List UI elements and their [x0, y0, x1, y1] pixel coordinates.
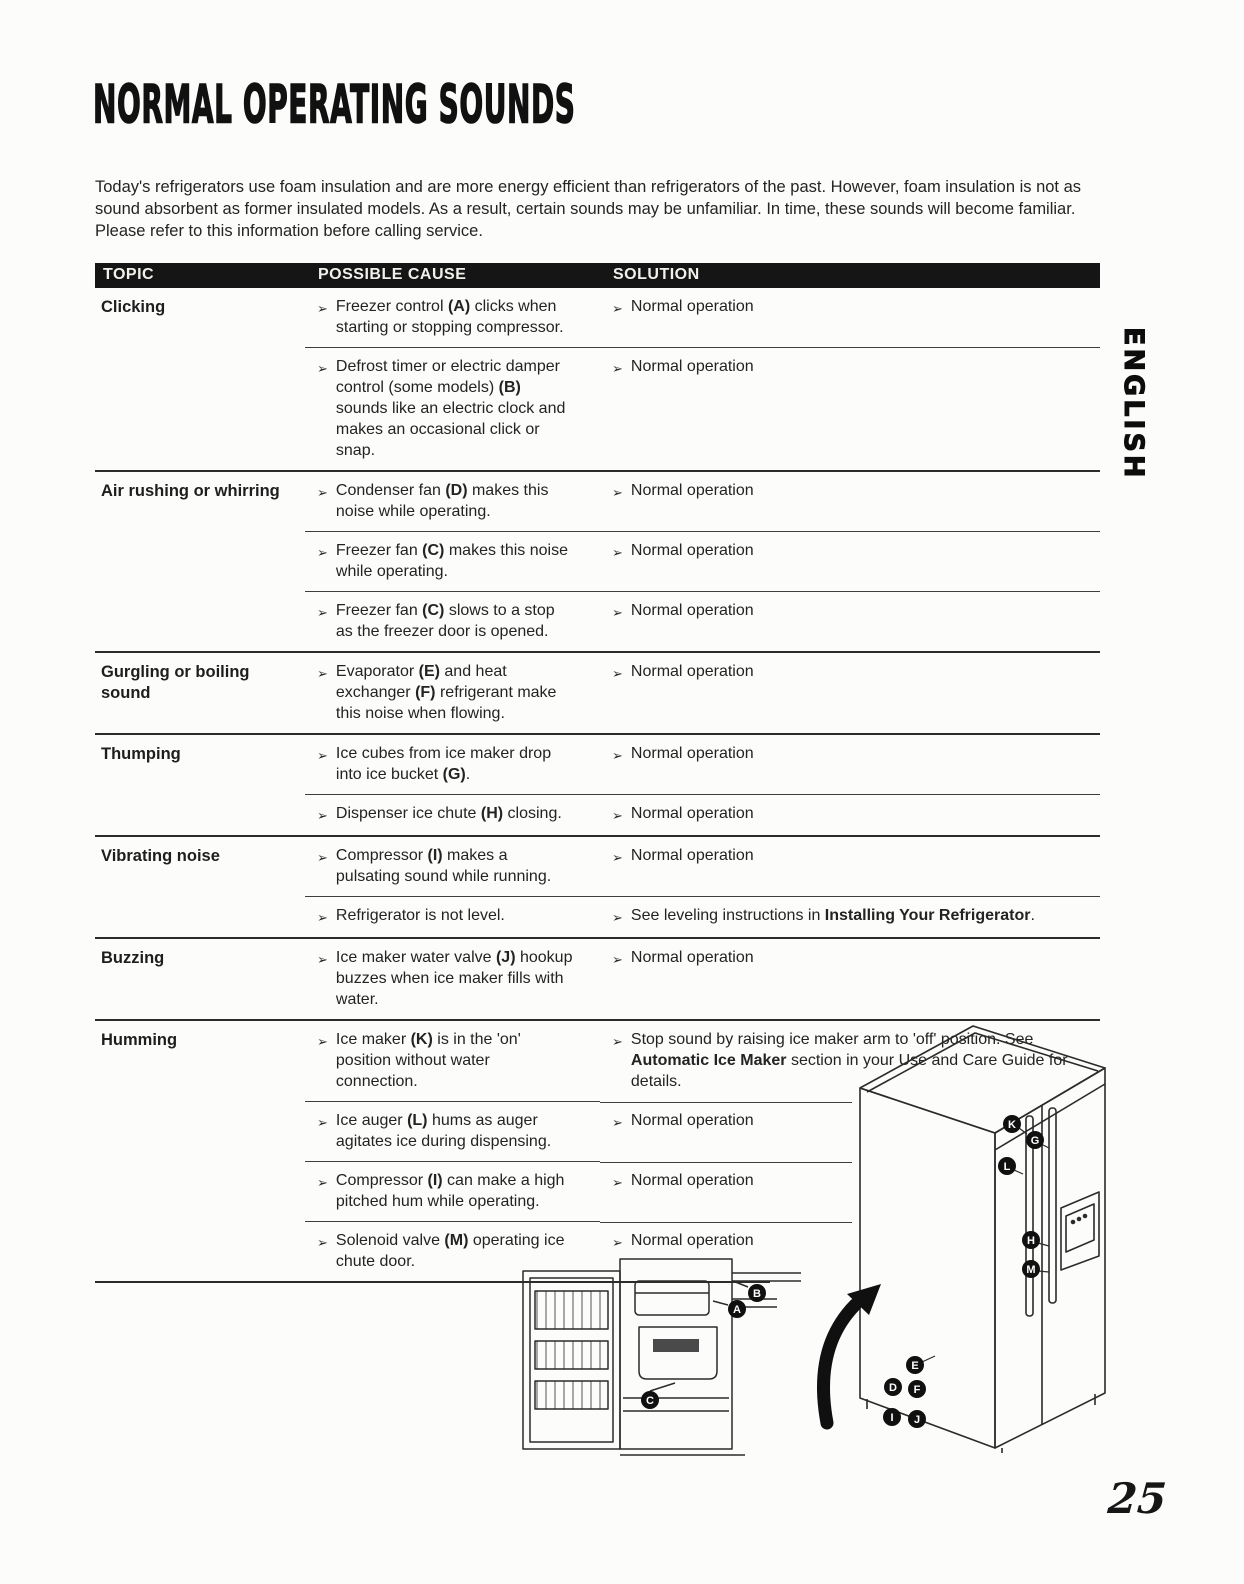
arrow-bullet-icon: ➢	[612, 748, 623, 763]
topic-cell: Humming	[101, 1031, 178, 1049]
freezer-diagram	[515, 1243, 805, 1463]
callout-E	[906, 1356, 924, 1374]
arrow-bullet-icon: ➢	[612, 910, 623, 925]
cause-solution-row	[305, 592, 1100, 651]
cause-text: Ice auger (L) hums as auger agitates ice during dispensing.	[335, 1112, 552, 1150]
arrow-bullet-icon: ➢	[612, 301, 623, 316]
arrow-bullet-icon: ➢	[612, 605, 623, 620]
solution-cell	[600, 288, 1100, 348]
solution-text: Normal operation	[630, 542, 754, 559]
cause-cell	[305, 472, 600, 532]
refrigerator-illustration	[805, 1008, 1125, 1458]
cause-solution-row	[305, 735, 1100, 795]
callout-C	[641, 1391, 659, 1409]
callout-F	[908, 1380, 926, 1398]
topic-items	[305, 653, 1100, 733]
cause-solution-row	[305, 939, 1100, 1019]
arrow-bullet-icon: ➢	[612, 485, 623, 500]
cause-text: Solenoid valve (M) operating ice chute door.	[335, 1232, 565, 1270]
solution-text: Normal operation	[630, 1112, 754, 1129]
cause-cell	[305, 735, 600, 795]
arrow-bullet-icon: ➢	[612, 545, 623, 560]
solution-text: See leveling instructions in Installing Your Refrigerator.	[630, 907, 1035, 924]
cause-text: Freezer fan (C) slows to a stop as the freezer door is opened.	[335, 602, 555, 640]
arrow-bullet-icon: ➢	[612, 666, 623, 681]
topic-items	[305, 735, 1100, 835]
callout-H	[1022, 1231, 1040, 1249]
freezer-illustration	[515, 1243, 805, 1468]
page-title: NORMAL OPERATING SOUNDS	[93, 74, 576, 135]
solution-cell	[600, 472, 1100, 532]
cause-solution-row	[305, 288, 1100, 348]
table-group	[95, 653, 1100, 735]
cause-solution-row	[305, 532, 1100, 592]
svg-text:A: A	[733, 1304, 741, 1316]
cause-cell	[305, 348, 600, 470]
arrow-bullet-icon: ➢	[612, 808, 623, 823]
solution-text: Stop sound by raising ice maker arm to 'off' position. See Automatic Ice Maker section in your Use and Care Guide for details.	[630, 1031, 1068, 1090]
cause-cell	[305, 795, 600, 835]
arrow-bullet-icon: ➢	[612, 1115, 623, 1130]
arrow-bullet-icon: ➢	[612, 850, 623, 865]
cause-text: Refrigerator is not level.	[335, 907, 505, 924]
cause-cell	[305, 939, 600, 1019]
solution-text: Normal operation	[630, 482, 754, 499]
cause-text: Freezer control (A) clicks when starting or stopping compressor.	[335, 298, 564, 336]
cause-cell	[305, 653, 600, 733]
intro-paragraph: Today's refrigerators use foam insulation and are more energy efficient than refrigerators of the past. However, foam insulation is not as sound absorbent as former insulated models. As a result, certain sounds may be unfamiliar. In time, these sounds will become familiar. Please refer to this information before calling service.	[95, 178, 1082, 240]
arrow-bullet-icon: ➢	[317, 1235, 328, 1250]
svg-text:G: G	[1030, 1135, 1040, 1147]
topic-items	[305, 472, 1100, 651]
solution-cell	[600, 653, 1100, 733]
arrow-bullet-icon: ➢	[317, 808, 328, 823]
solution-text: Normal operation	[630, 663, 754, 680]
cause-solution-row	[305, 472, 1100, 532]
svg-text:J: J	[913, 1414, 921, 1426]
svg-text:F: F	[913, 1384, 921, 1396]
callout-L	[998, 1157, 1016, 1175]
table-group	[95, 837, 1100, 939]
svg-text:C: C	[646, 1395, 654, 1407]
solution-cell	[600, 939, 1100, 1019]
cause-text: Evaporator (E) and heat exchanger (F) refrigerant make this noise when flowing.	[335, 663, 557, 722]
topic-cell: Gurgling or boiling sound	[101, 663, 250, 702]
cause-cell	[305, 532, 600, 592]
topic-cell: Vibrating noise	[101, 847, 220, 865]
cause-text: Ice maker (K) is in the 'on' position without water connection.	[335, 1031, 521, 1090]
callout-I	[883, 1408, 901, 1426]
cause-solution-row	[305, 795, 1100, 835]
solution-cell	[600, 897, 1100, 937]
topic-items	[305, 288, 1100, 470]
solution-cell	[600, 348, 1100, 470]
arrow-bullet-icon: ➢	[317, 952, 328, 967]
page-number: 25	[1106, 1474, 1169, 1523]
solution-text: Normal operation	[630, 1232, 754, 1249]
cause-cell	[305, 1102, 600, 1162]
cause-text: Dispenser ice chute (H) closing.	[335, 805, 562, 822]
svg-text:L: L	[1003, 1161, 1011, 1173]
svg-text:I: I	[890, 1412, 894, 1424]
cause-text: Ice cubes from ice maker drop into ice bucket (G).	[335, 745, 552, 783]
solution-text: Normal operation	[630, 745, 754, 762]
arrow-bullet-icon: ➢	[317, 361, 328, 376]
cause-text: Defrost timer or electric damper control (some models) (B) sounds like an electric clock and makes an occasional click or snap.	[335, 358, 566, 459]
solution-cell	[600, 837, 1100, 897]
svg-text:D: D	[889, 1382, 897, 1394]
arrow-bullet-icon: ➢	[317, 301, 328, 316]
arrow-bullet-icon: ➢	[612, 952, 623, 967]
arrow-bullet-icon: ➢	[317, 850, 328, 865]
arrow-bullet-icon: ➢	[317, 605, 328, 620]
topic-cell: Thumping	[101, 745, 181, 763]
arrow-bullet-icon: ➢	[317, 666, 328, 681]
topic-items	[305, 837, 1100, 937]
cause-text: Ice maker water valve (J) hookup buzzes when ice maker fills with water.	[335, 949, 573, 1008]
callout-A	[728, 1300, 746, 1318]
solution-cell	[600, 795, 1100, 835]
cause-cell	[305, 1021, 600, 1102]
arrow-bullet-icon: ➢	[612, 1175, 623, 1190]
solution-text: Normal operation	[630, 298, 754, 315]
cause-cell	[305, 288, 600, 348]
topic-cell: Clicking	[101, 298, 166, 316]
svg-text:K: K	[1008, 1119, 1016, 1131]
callout-D	[884, 1378, 902, 1396]
callout-M	[1022, 1260, 1040, 1278]
cause-solution-row	[305, 837, 1100, 897]
solution-cell	[600, 592, 1100, 651]
callout-J	[908, 1410, 926, 1428]
callout-K	[1003, 1115, 1021, 1133]
solution-text: Normal operation	[630, 805, 754, 822]
arrow-bullet-icon: ➢	[317, 1034, 328, 1049]
svg-text:H: H	[1027, 1235, 1035, 1247]
callout-B	[748, 1284, 766, 1302]
arrow-bullet-icon: ➢	[317, 485, 328, 500]
arrow-bullet-icon: ➢	[612, 1235, 623, 1250]
arrow-bullet-icon: ➢	[612, 1034, 623, 1049]
solution-text: Normal operation	[630, 358, 754, 375]
solution-cell	[600, 735, 1100, 795]
cause-solution-row	[305, 653, 1100, 733]
cause-text: Compressor (I) makes a pulsating sound while running.	[335, 847, 552, 885]
header-topic: TOPIC	[103, 266, 155, 283]
cause-solution-row	[305, 348, 1100, 470]
topic-items	[305, 939, 1100, 1019]
table-header-row	[95, 263, 1100, 288]
topic-cell: Air rushing or whirring	[101, 482, 280, 500]
cause-text: Compressor (I) can make a high pitched hum while operating.	[335, 1172, 565, 1210]
arrow-bullet-icon: ➢	[317, 910, 328, 925]
table-group	[95, 472, 1100, 653]
cause-solution-row	[305, 897, 1100, 937]
cause-cell	[305, 1162, 600, 1222]
arrow-bullet-icon: ➢	[612, 361, 623, 376]
solution-text: Normal operation	[630, 847, 754, 864]
fridge-callouts	[883, 1115, 1044, 1428]
refrigerator-diagram	[805, 1008, 1125, 1453]
cause-text: Condenser fan (D) makes this noise while operating.	[335, 482, 549, 520]
arrow-bullet-icon: ➢	[317, 1115, 328, 1130]
svg-text:B: B	[753, 1288, 761, 1300]
arrow-bullet-icon: ➢	[317, 748, 328, 763]
header-possible-cause: POSSIBLE CAUSE	[318, 266, 467, 283]
cause-cell	[305, 897, 600, 937]
cause-cell	[305, 592, 600, 651]
solution-text: Normal operation	[630, 1172, 754, 1189]
arrow-bullet-icon: ➢	[317, 545, 328, 560]
solution-text: Normal operation	[630, 602, 754, 619]
table-group	[95, 735, 1100, 837]
callout-G	[1026, 1131, 1044, 1149]
language-tab: ENGLISH	[1118, 327, 1149, 481]
svg-text:E: E	[911, 1360, 919, 1372]
table-group	[95, 288, 1100, 472]
cause-text: Freezer fan (C) makes this noise while operating.	[335, 542, 568, 580]
arrow-bullet-icon: ➢	[317, 1175, 328, 1190]
cause-cell	[305, 837, 600, 897]
header-solution: SOLUTION	[613, 266, 700, 283]
solution-cell	[600, 532, 1100, 592]
solution-text: Normal operation	[630, 949, 754, 966]
topic-cell: Buzzing	[101, 949, 165, 967]
svg-text:M: M	[1026, 1264, 1036, 1276]
